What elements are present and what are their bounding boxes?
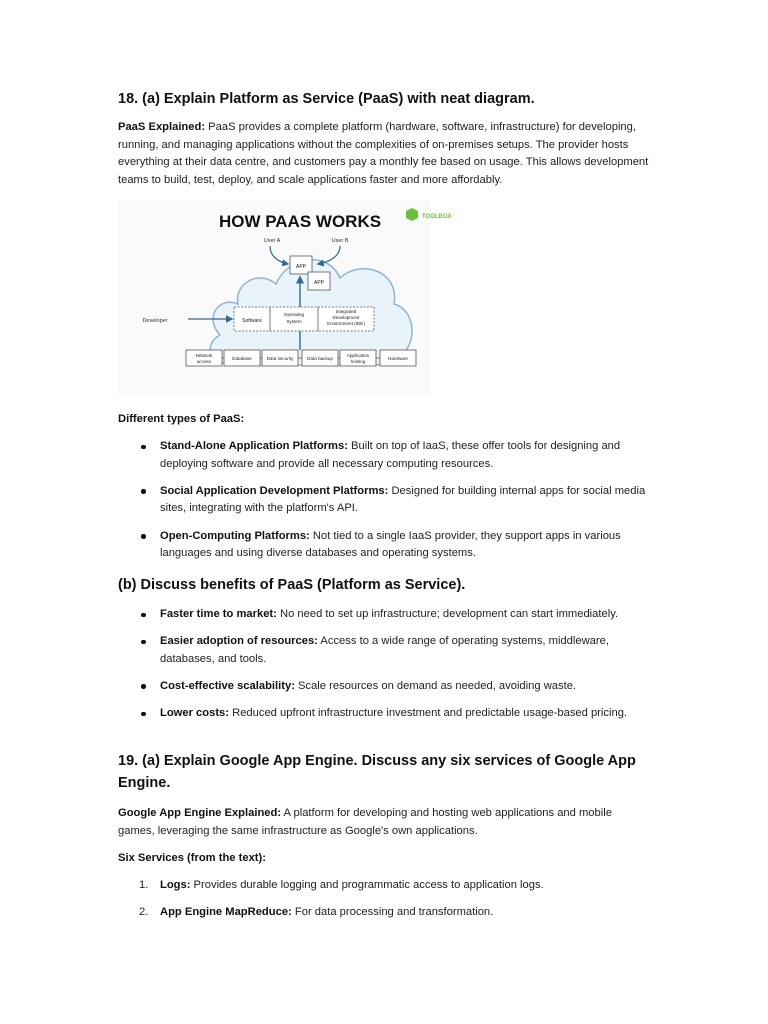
user-b-label: User B xyxy=(331,238,349,244)
gae-explained-label: Google App Engine Explained: xyxy=(118,807,282,819)
list-item: Lower costs: Reduced upfront infrastructure investment and predictable usage-based pricing. xyxy=(118,705,648,723)
list-item: 1. Logs: Provides durable logging and programmatic access to application logs. xyxy=(139,879,544,891)
gae-explained-text: A platform for developing and hosting web applications and mobile games, leveraging the same infrastructure as Google's own applications. xyxy=(118,807,612,837)
user-a-label: User A xyxy=(263,238,281,244)
network-label-line1: Network xyxy=(195,353,213,358)
benefits-heading: (b) Discuss benefits of PaaS (Platform as Service). xyxy=(118,577,466,593)
paas-explained-text: PaaS provides a complete platform (hardware, software, infrastructure) for developing, running, and managing applications without the complexities of on-premises setups. The provider hosts everything at their data centre, and customers pay a monthly fee based on usage. This allows development teams to build, test, deploy, and scale applications faster and more affordably. xyxy=(118,121,649,186)
paas-explained-label: PaaS Explained: xyxy=(118,121,206,133)
data-security-label: Data security xyxy=(266,356,294,361)
paas-types-list xyxy=(118,438,648,572)
services-heading-text: Six Services (from the text): xyxy=(118,852,266,864)
q19-heading: 19. (a) Explain Google App Engine. Discuss any six services of Google App Engine. xyxy=(118,753,636,791)
hosting-label-line1: Application xyxy=(346,353,370,358)
hosting-label-line2: hosting xyxy=(350,359,366,364)
diagram-title: HOW PAAS WORKS xyxy=(218,212,382,231)
database-label: Database xyxy=(232,356,252,361)
paas-diagram xyxy=(118,200,452,396)
os-label-line1: Operating xyxy=(283,312,305,317)
ide-label-line2: Development xyxy=(332,315,360,320)
hardware-label: Hardware xyxy=(388,356,408,361)
paas-explained-paragraph xyxy=(118,119,650,189)
types-heading-text: Different types of PaaS: xyxy=(118,413,245,425)
data-backup-label: Data backup xyxy=(307,356,333,361)
list-item: Open-Computing Platforms: Not tied to a single IaaS provider, they support apps in various languages and using diverse databases and operating systems. xyxy=(118,528,648,563)
developer-label: Developer xyxy=(142,318,168,324)
list-item: 2. App Engine MapReduce: For data processing and transformation. xyxy=(139,906,494,919)
toolbox-logo xyxy=(406,208,452,221)
toolbox-brand-text: TOOLBOX xyxy=(422,214,452,220)
types-heading xyxy=(118,411,650,429)
list-item: Faster time to market: No need to set up infrastructure; development can start immediately. xyxy=(118,606,648,624)
list-item: Easier adoption of resources: Access to a wide range of operating systems, middleware, databases, and tools. xyxy=(118,633,648,668)
ide-label-line3: Environment (IDE) xyxy=(327,321,365,326)
toolbox-cube-icon xyxy=(406,208,418,221)
gae-explained-paragraph xyxy=(118,805,650,840)
software-label: Software xyxy=(242,318,262,324)
ide-label-line1: Integrated xyxy=(335,309,357,314)
user-a-arrow xyxy=(270,246,288,264)
services-list xyxy=(118,877,648,931)
services-heading xyxy=(118,850,650,868)
os-label-line2: System xyxy=(286,319,302,324)
list-item: Cost-effective scalability: Scale resources on demand as needed, avoiding waste. xyxy=(118,678,648,696)
q18-heading: 18. (a) Explain Platform as Service (PaaS) with neat diagram. xyxy=(118,91,535,107)
app-box-2-label: APP xyxy=(313,280,325,286)
paas-diagram-svg xyxy=(118,200,452,396)
list-item: Social Application Development Platforms: Designed for building internal apps for social media sites, integrating with the platform's API. xyxy=(118,483,648,518)
list-item: Stand-Alone Application Platforms: Built on top of IaaS, these offer tools for designing and deploying software and provide all necessary computing resources. xyxy=(118,438,648,473)
benefits-list xyxy=(118,606,648,732)
network-label-line2: access xyxy=(196,359,212,364)
app-box-1-label: APP xyxy=(295,264,307,270)
